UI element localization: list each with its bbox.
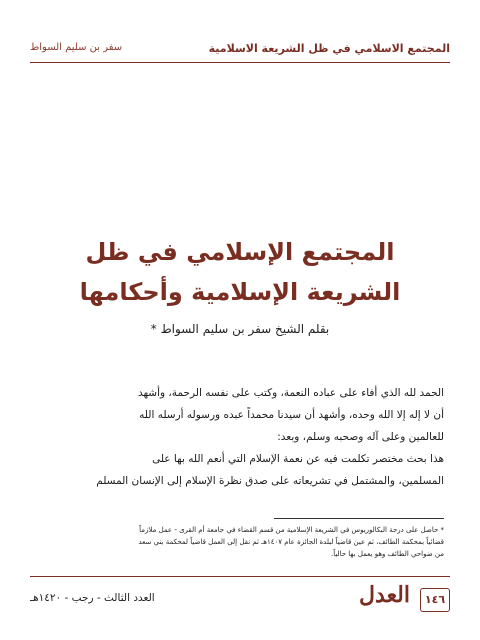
article-title-line-2: الشريعة الإسلامية وأحكامها [79, 278, 401, 306]
header-divider [30, 62, 450, 63]
running-header [30, 42, 450, 62]
footer-divider [30, 576, 450, 577]
page-footer [30, 580, 450, 620]
author-footnote [40, 524, 444, 560]
article-byline: بقلم الشيخ سفر بن سليم السواط * [150, 322, 330, 336]
footnote-line: من ضواحي الطائف وهو يعمل بها حالياً. [331, 550, 444, 558]
body-line: للعالمين وعلى آله وصحبه وسلم، وبعد: [277, 431, 444, 443]
journal-logo: العدل [359, 582, 410, 608]
body-line: المسلمين، والمشتمل في تشريعاته على صدق نظرة الإسلام إلى الإنسان المسلم [96, 475, 444, 487]
footnote-line: * حاصل على درجة البكالوريوس في الشريعة الإسلامية من قسم القضاء في جامعة أم القرى - عمل ملازماً [139, 526, 444, 534]
article-title [0, 232, 480, 312]
article-title-line-1: المجتمع الإسلامي في ظل [85, 238, 395, 266]
running-header-author: سفر بن سليم السواط [30, 42, 123, 53]
footnote-divider [274, 518, 444, 519]
body-line: أن لا إله إلا الله وحده، وأشهد أن سيدنا محمداً عبده ورسوله أرسله الله [139, 409, 444, 421]
body-line: هذا بحث مختصر تكلمت فيه عن نعمة الإسلام التي أنعم الله بها على [152, 453, 444, 465]
footnote-line: قضائياً بمحكمة الطائف، ثم عين قاضياً لبلدة الجائزة عام ١٤٠٧هـ ثم نقل إلى العمل قاضياً لمحكمة بني سعد [138, 538, 444, 546]
body-line: الحمد لله الذي أفاء على عباده النعمة، وكتب على نفسه الرحمة، وأشهد [137, 387, 444, 399]
issue-info: العدد الثالث - رجب - ١٤٢٠هـ [30, 592, 155, 604]
page-number: ١٤٦ [420, 588, 450, 612]
running-header-title: المجتمع الاسلامي في ظل الشريعة الاسلامية [208, 42, 450, 55]
article-body [40, 382, 444, 492]
